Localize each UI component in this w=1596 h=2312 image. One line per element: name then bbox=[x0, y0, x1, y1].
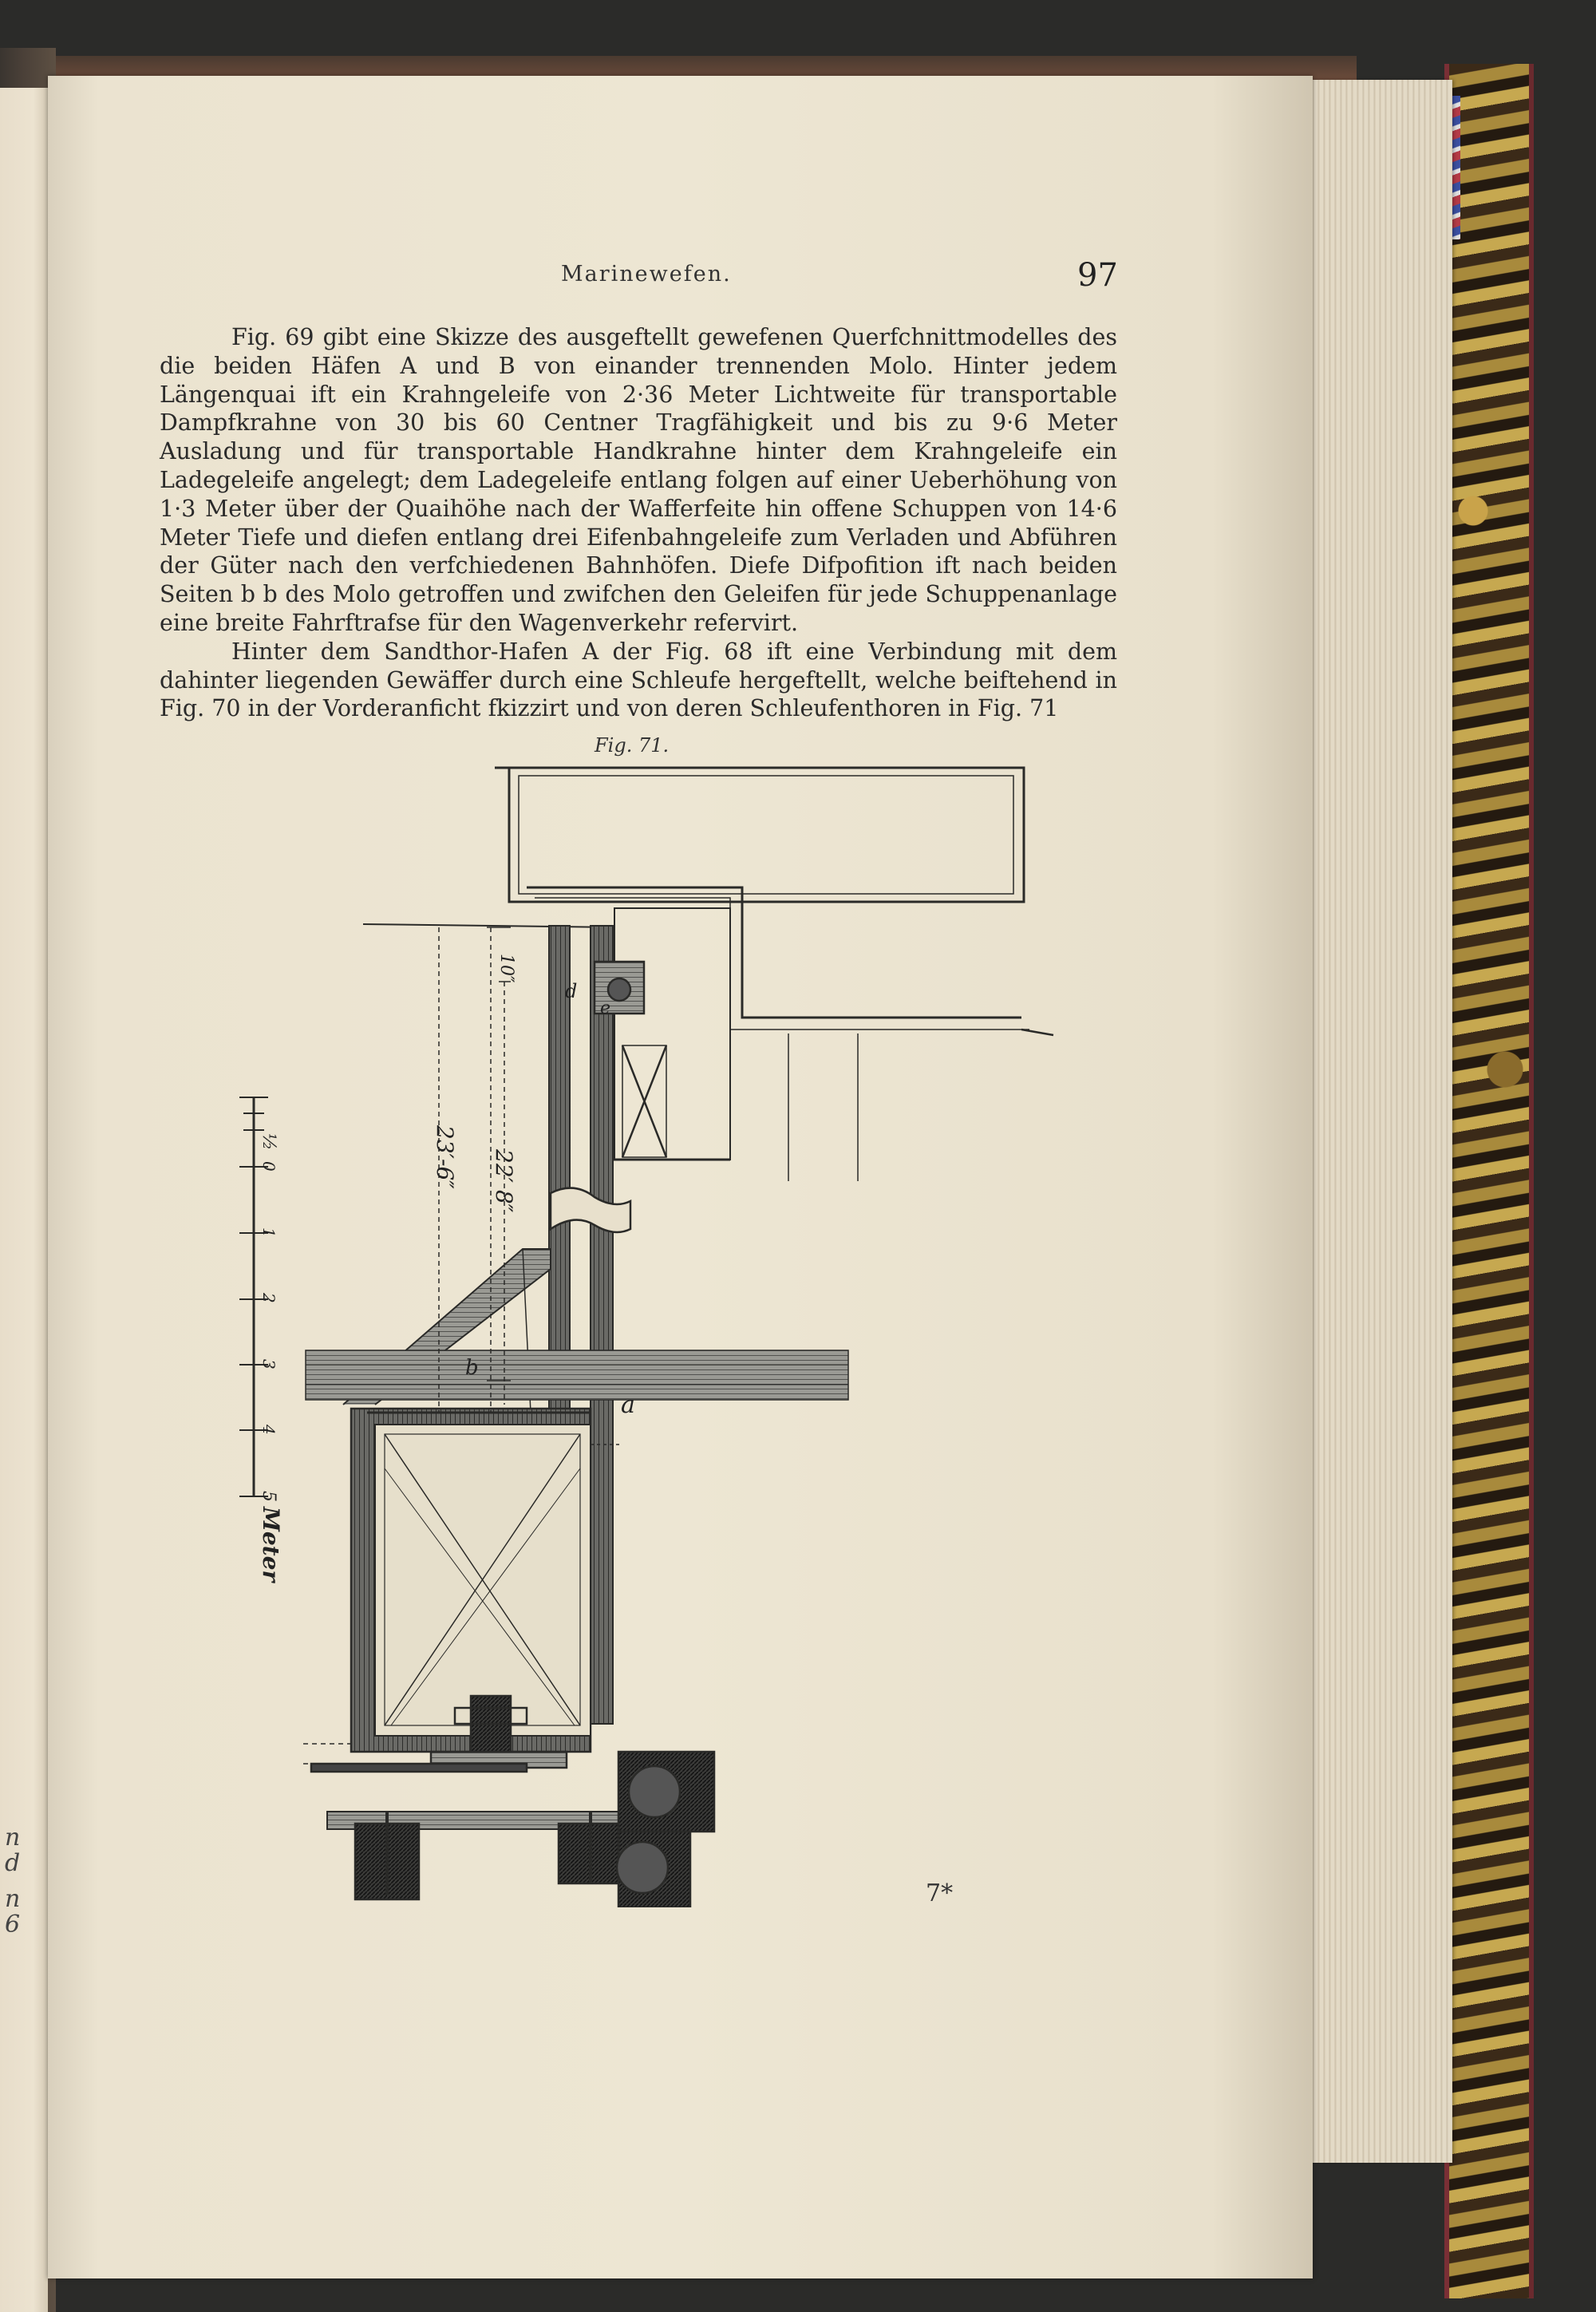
figure-label-a: a bbox=[621, 1391, 635, 1419]
paragraph: Hinter dem Sandthor-Hafen A der Fig. 68 ift eine Verbindung mit dem dahinter liegenden Gewäffer durch eine Schleufe hergeftellt, welche beiftehend in Fig. 70 in der Vorderanficht fkizzirt und von deren Schleufenthoren in Fig. 71 bbox=[160, 638, 1117, 722]
left-page-fragment: n bbox=[5, 1885, 21, 1913]
body-text bbox=[160, 323, 1117, 723]
scale-tick-label: ½ bbox=[259, 1133, 279, 1151]
scale-tick-label: 3 bbox=[259, 1359, 279, 1369]
scale-tick-label: 2 bbox=[259, 1293, 279, 1303]
lock-gate-cross-section-figure bbox=[215, 758, 1109, 1907]
dimension-label-small: 10″ bbox=[496, 954, 516, 983]
scale-tick-label: 5 bbox=[259, 1491, 279, 1502]
figure-label-b: b bbox=[465, 1356, 479, 1380]
page-number: 97 bbox=[1077, 257, 1118, 294]
scale-tick-label: 0 bbox=[259, 1161, 279, 1172]
scale-unit-label: Meter bbox=[258, 1507, 284, 1583]
scale-tick-label: 4 bbox=[259, 1425, 279, 1435]
left-page-fragment: 6 bbox=[5, 1911, 21, 1939]
left-page-edge bbox=[0, 88, 48, 2312]
dimension-label-d: d bbox=[565, 980, 578, 1002]
left-page-fragment: n bbox=[5, 1824, 21, 1852]
dimension-label-middle: 22′ 8″ bbox=[491, 1149, 517, 1213]
signature-mark: 7* bbox=[926, 1879, 954, 1907]
dimension-label-large: 23′-6″ bbox=[432, 1125, 458, 1189]
left-page-fragment: d bbox=[5, 1849, 21, 1877]
running-head: Marinewefen. bbox=[561, 262, 732, 287]
scale-tick-label: 1 bbox=[259, 1227, 279, 1238]
dimension-label-e: e bbox=[600, 998, 611, 1018]
paragraph: Fig. 69 gibt eine Skizze des ausgeftellt gewefenen Querfchnittmodelles des die beiden Häfen A und B von einander trennenden Molo. Hinter jedem Längenquai ift ein Krahngeleife von 2·36 Meter Lichtweite für transportable Dampfkrahne von 30 bis 60 Centner Tragfähigkeit und bis zu 9·6 Meter Ausladung und für transportable Handkrahne hinter dem Krahngeleife ein Ladegeleife angelegt; dem Ladegeleife entlang folgen auf einer Ueberhöhung von 1·3 Meter über der Quaihöhe nach der Wafferfeite hin offene Schuppen von 14·6 Meter Tiefe und diefen entlang drei Eifenbahngeleife zum Verladen und Abführen der Güter nach den verfchiedenen Bahnhöfen. Diefe Difpofition ift nach beiden Seiten b b des Molo getroffen und zwifchen den Geleifen für jede Schuppenanlage eine breite Fahrftrafse für den Wagenverkehr refervirt. bbox=[160, 324, 1117, 636]
figure-caption: Fig. 71. bbox=[595, 734, 670, 757]
page-stack-edge bbox=[1309, 80, 1452, 2163]
marbled-cover-right bbox=[1444, 64, 1534, 2298]
